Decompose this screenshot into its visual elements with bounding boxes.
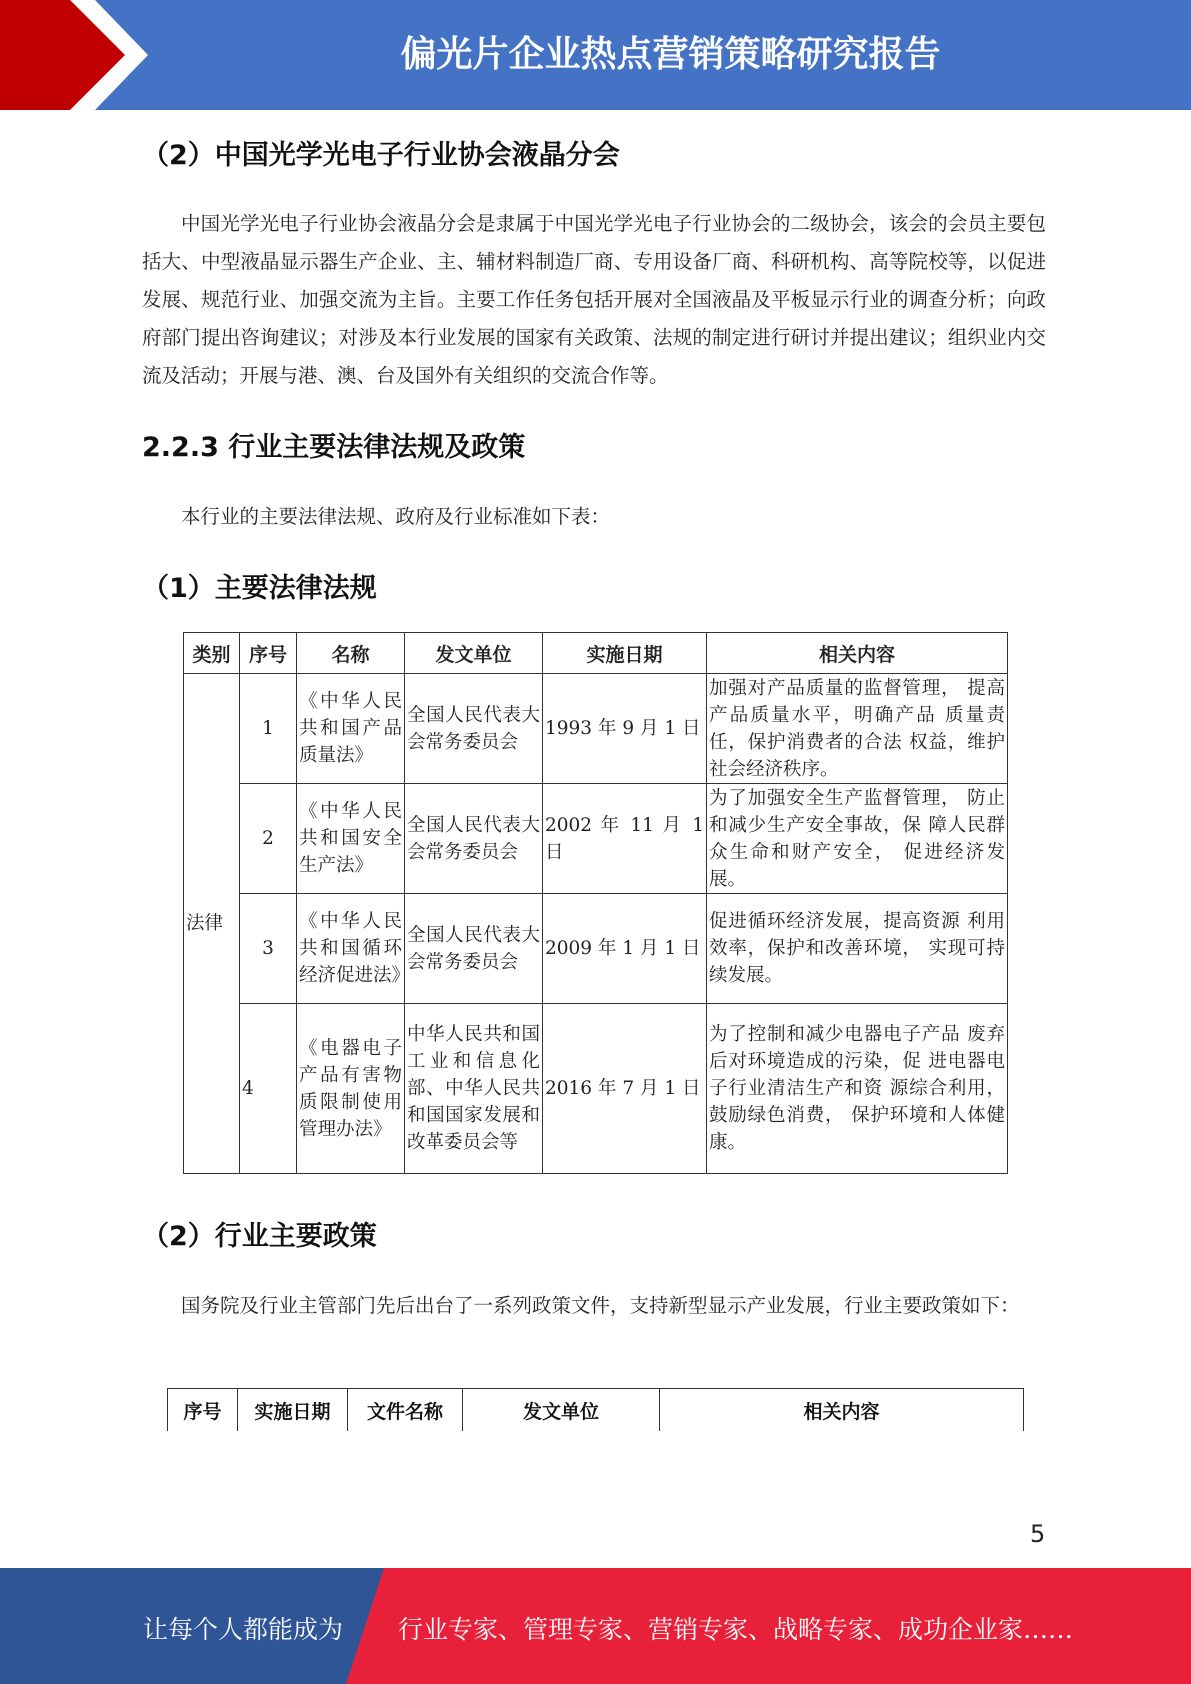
- policy-header-date: 实施日期: [238, 1389, 348, 1432]
- header-date: 实施日期: [543, 633, 707, 674]
- policy-heading: （2）行业主要政策: [142, 1221, 377, 1252]
- row-issuer: 中华人民共和国工业和信息化部、中华人民共和国国家发展和改革委员会等: [405, 1004, 543, 1174]
- row-issuer: 全国人民代表大会常务委员会: [405, 784, 543, 894]
- row-date: 2016 年 7 月 1 日: [543, 1004, 707, 1174]
- header-category: 类别: [184, 633, 240, 674]
- header-issuer: 发文单位: [405, 633, 543, 674]
- row-content: 促进循环经济发展，提高资源 利用效率，保护和改善环境， 实现可持续发展。: [707, 894, 1008, 1004]
- row-no: 3: [240, 894, 297, 1004]
- laws-intro: 本行业的主要法律法规、政府及行业标准如下表：: [181, 505, 611, 528]
- main-laws-heading: （1）主要法律法规: [142, 573, 377, 604]
- policy-header-no: 序号: [168, 1389, 238, 1432]
- row-date: 2002 年 11 月 1 日: [543, 784, 707, 894]
- header-no: 序号: [240, 633, 297, 674]
- report-title: 偏光片企业热点营销策略研究报告: [400, 34, 941, 75]
- header-name: 名称: [297, 633, 405, 674]
- laws-table-header-row: [184, 633, 1008, 674]
- row-no: 2: [240, 784, 297, 894]
- policy-table-header-row: [168, 1389, 1024, 1432]
- row-issuer: 全国人民代表大会常务委员会: [405, 674, 543, 784]
- table-row: [184, 894, 1008, 1004]
- row-name: 《中华人民共和国产品质量法》: [297, 674, 405, 784]
- header-content: 相关内容: [707, 633, 1008, 674]
- row-name: 《中华人民共和国安全生产法》: [297, 784, 405, 894]
- policy-header-content: 相关内容: [660, 1389, 1024, 1432]
- association-heading: （2）中国光学光电子行业协会液晶分会: [142, 140, 620, 171]
- policy-table: [167, 1388, 1024, 1431]
- table-row: [184, 674, 1008, 784]
- policy-header-issuer: 发文单位: [463, 1389, 660, 1432]
- page-number: 5: [1030, 1520, 1046, 1548]
- category-cell: 法律: [184, 674, 240, 1174]
- row-date: 1993 年 9 月 1 日: [543, 674, 707, 784]
- row-name: 《电器电子产品有害物质限制使用管理办法》: [297, 1004, 405, 1174]
- footer-slogan-left: 让每个人都能成为: [143, 1615, 344, 1644]
- row-date: 2009 年 1 月 1 日: [543, 894, 707, 1004]
- laws-section-heading: 2.2.3 行业主要法律法规及政策: [142, 432, 526, 463]
- row-no: 4: [240, 1004, 297, 1174]
- row-content: 加强对产品质量的监督管理， 提高产品质量水平，明确产品 质量责任，保护消费者的合法 权益，维护社会经济秩序。: [707, 674, 1008, 784]
- policy-intro: 国务院及行业主管部门先后出台了一系列政策文件，支持新型显示产业发展，行业主要政策如下：: [181, 1294, 1020, 1317]
- row-issuer: 全国人民代表大会常务委员会: [405, 894, 543, 1004]
- table-row: [184, 784, 1008, 894]
- page-header: [0, 0, 1191, 110]
- row-name: 《中华人民共和国循环经济促进法》: [297, 894, 405, 1004]
- row-content: 为了加强安全生产监督管理， 防止和减少生产安全事故，保 障人民群众生命和财产安全， 促进经济发展。: [707, 784, 1008, 894]
- association-paragraph: 中国光学光电子行业协会液晶分会是隶属于中国光学光电子行业协会的二级协会，该会的会员主要包括大、中型液晶显示器生产企业、主、辅材料制造厂商、专用设备厂商、科研机构、高等院校等，以促进发展、规范行业、加强交流为主旨。主要工作任务包括开展对全国液晶及平板显示行业的调查分析；向政府部门提出咨询建议；对涉及本行业发展的国家有关政策、法规的制定进行研讨并提出建议；组织业内交流及活动；开展与港、澳、台及国外有关组织的交流合作等。: [142, 212, 1046, 387]
- policy-header-doc: 文件名称: [348, 1389, 463, 1432]
- page-footer: [0, 1568, 1191, 1684]
- header-arrow-decoration: [0, 0, 170, 110]
- laws-table: [183, 632, 1008, 1174]
- table-row: [184, 1004, 1008, 1174]
- footer-slogan-right: 行业专家、管理专家、营销专家、战略专家、成功企业家……: [398, 1615, 1074, 1644]
- row-content: 为了控制和减少电器电子产品 废弃后对环境造成的污染，促 进电器电子行业清洁生产和资 源综合利用，鼓励绿色消费， 保护环境和人体健康。: [707, 1004, 1008, 1174]
- row-no: 1: [240, 674, 297, 784]
